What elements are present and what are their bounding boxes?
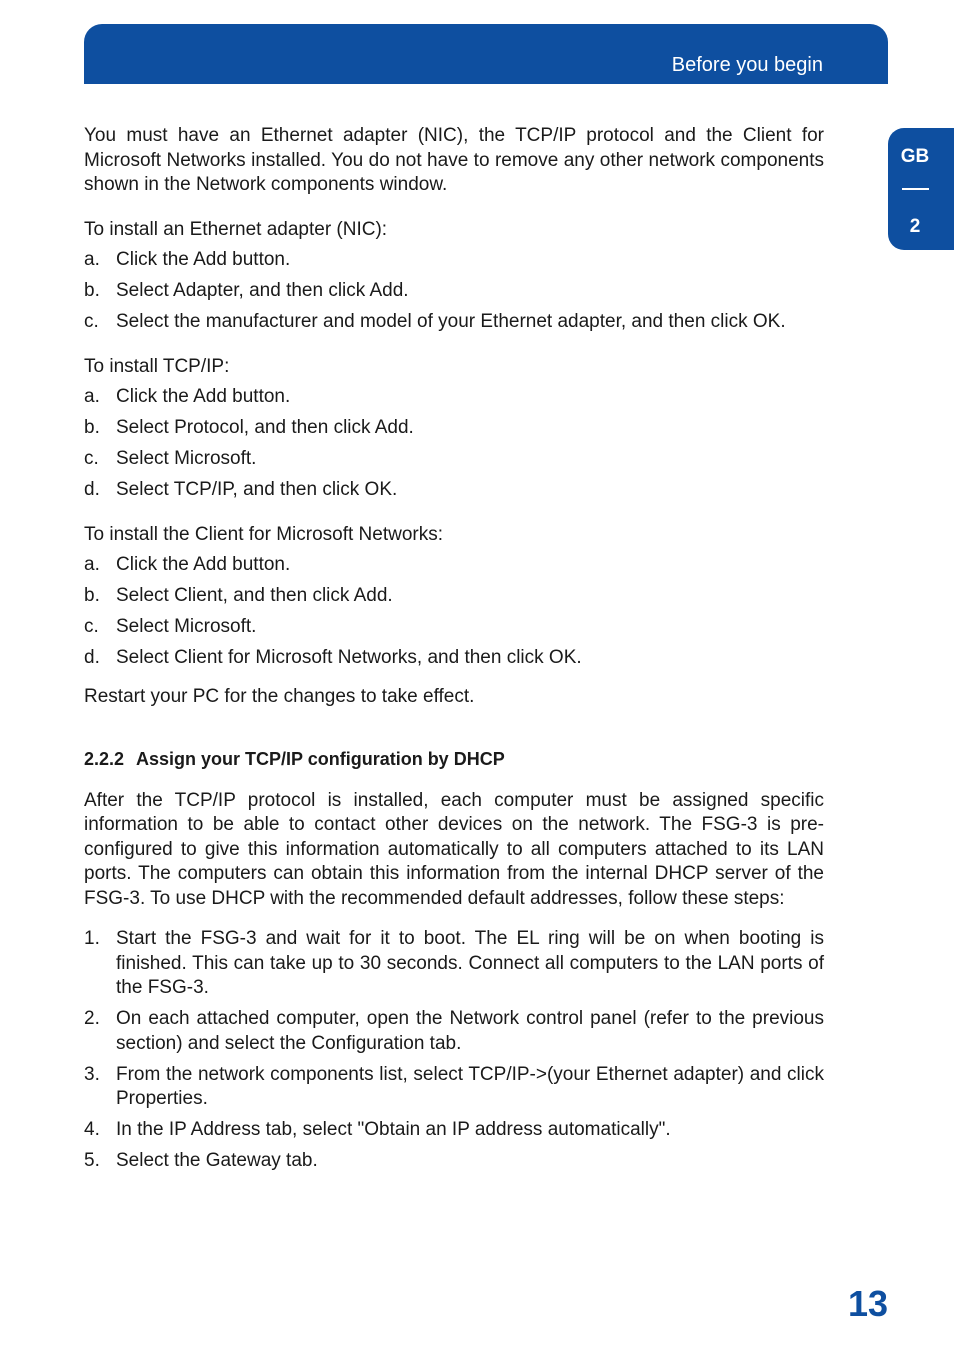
list-item-text: Select Microsoft.	[116, 616, 257, 637]
tab-divider	[902, 188, 929, 190]
restart-note: Restart your PC for the changes to take effect.	[84, 685, 475, 707]
tcpip-lead: To install TCP/IP:	[84, 355, 230, 377]
list-item	[84, 385, 824, 410]
dhcp-steps	[84, 927, 824, 1174]
list-marker: b.	[84, 280, 100, 301]
list-item-text: Click the Add button.	[116, 554, 291, 575]
list-item-text: Select Microsoft.	[116, 448, 257, 469]
section-heading	[84, 747, 824, 772]
page-number: 13	[847, 1283, 888, 1324]
section-intro: After the TCP/IP protocol is installed, each computer must be assigned specific information to be able to contact other devices on the network. The FSG-3 is pre-configured to give this information automatically to all computers attached to its LAN ports. The computers can obtain this information from the internal DHCP server of the FSG-3. To use DHCP with the recommended default addresses, follow these steps:	[84, 789, 824, 909]
list-marker: d.	[84, 647, 100, 668]
section-title: Assign your TCP/IP configuration by DHCP	[136, 749, 505, 769]
client-lead: To install the Client for Microsoft Networks:	[84, 523, 444, 545]
chapter-tab	[888, 128, 954, 250]
list-item	[84, 615, 824, 640]
list-item-text: Select Client for Microsoft Networks, and then click OK.	[116, 647, 582, 668]
list-marker: c.	[84, 616, 99, 637]
list-item-text: Start the FSG-3 and wait for it to boot. The EL ring will be on when booting is finished. This can take up to 30 seconds. Connect all computers to the LAN ports of the FSG-3.	[116, 928, 824, 998]
list-item	[84, 1063, 824, 1112]
list-item	[84, 553, 824, 578]
nic-lead: To install an Ethernet adapter (NIC):	[84, 218, 388, 240]
list-item	[84, 310, 824, 335]
tcpip-list	[84, 385, 824, 503]
page-content	[84, 124, 824, 1180]
list-item	[84, 478, 824, 503]
list-marker: a.	[84, 249, 100, 270]
header-title: Before you begin	[671, 54, 823, 76]
list-item	[84, 927, 824, 1001]
list-marker: b.	[84, 585, 100, 606]
list-item	[84, 1118, 824, 1143]
intro-paragraph: You must have an Ethernet adapter (NIC), the TCP/IP protocol and the Client for Microsoft Networks installed. You do not have to remove any other network components shown in the Network components window.	[84, 125, 824, 195]
list-item-text: Select Protocol, and then click Add.	[116, 417, 414, 438]
list-marker: c.	[84, 448, 99, 469]
list-item	[84, 416, 824, 441]
section-number: 2.2.2	[84, 749, 125, 769]
language-label: GB	[900, 146, 930, 167]
list-marker: b.	[84, 417, 100, 438]
list-marker: d.	[84, 479, 100, 500]
list-item-text: Select the manufacturer and model of your Ethernet adapter, and then click OK.	[116, 311, 786, 332]
list-item-text: Select the Gateway tab.	[116, 1150, 318, 1171]
list-item	[84, 279, 824, 304]
nic-list	[84, 248, 824, 335]
chapter-number: 2	[909, 216, 921, 237]
list-item	[84, 646, 824, 671]
list-item-text: On each attached computer, open the Network control panel (refer to the previous section) and select the Configuration tab.	[116, 1008, 824, 1054]
list-marker: 2.	[84, 1008, 100, 1029]
list-marker: a.	[84, 386, 100, 407]
list-item-text: Select Adapter, and then click Add.	[116, 280, 409, 301]
list-item	[84, 248, 824, 273]
list-item	[84, 584, 824, 609]
list-marker: 5.	[84, 1150, 100, 1171]
client-list	[84, 553, 824, 671]
list-item-text: Click the Add button.	[116, 249, 291, 270]
list-item-text: Select TCP/IP, and then click OK.	[116, 479, 398, 500]
list-item	[84, 447, 824, 472]
header-bar	[84, 24, 888, 84]
list-marker: 1.	[84, 928, 100, 949]
list-item	[84, 1149, 824, 1174]
list-item-text: From the network components list, select TCP/IP->(your Ethernet adapter) and click Properties.	[116, 1063, 824, 1109]
list-item	[84, 1007, 824, 1056]
list-item-text: Click the Add button.	[116, 386, 291, 407]
list-item-text: Select Client, and then click Add.	[116, 585, 393, 606]
list-marker: c.	[84, 311, 99, 332]
list-marker: 3.	[84, 1063, 100, 1085]
list-marker: 4.	[84, 1119, 100, 1140]
list-marker: a.	[84, 554, 100, 575]
list-item-text: In the IP Address tab, select "Obtain an IP address automatically".	[116, 1119, 671, 1140]
